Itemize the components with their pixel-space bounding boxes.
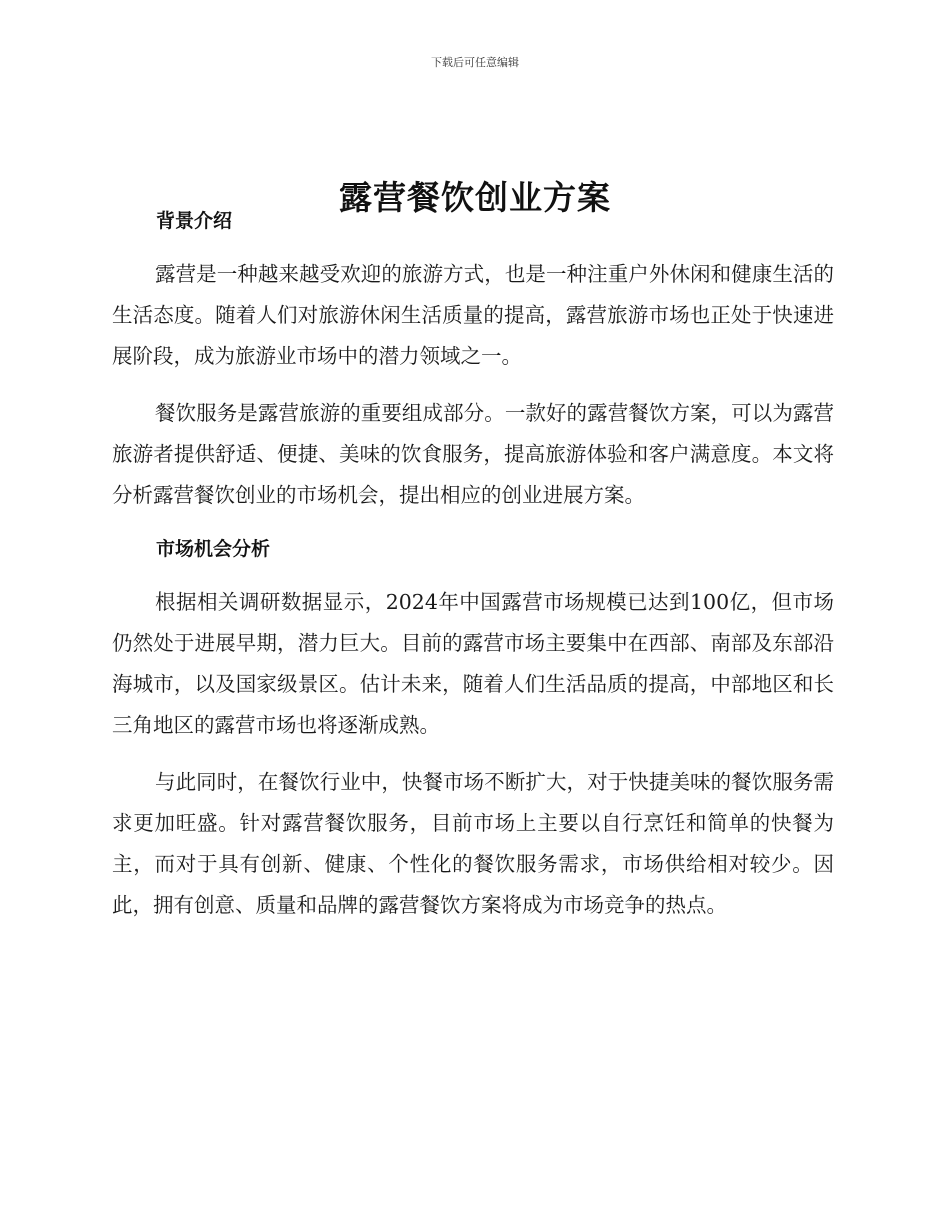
section-heading-market-analysis: 市场机会分析 — [156, 538, 271, 560]
paragraph-market-2: 与此同时，在餐饮行业中，快餐市场不断扩大，对于快捷美味的餐饮服务需求更加旺盛。针对露营餐饮服务，目前市场上主要以自行烹饪和简单的快餐为主，而对于具有创新、健康、个性化的餐饮服务需求，市场供给相对较少。因此，拥有创意、质量和品牌的露营餐饮方案将成为市场竞争的热点。 — [112, 770, 834, 917]
paragraph-background-1: 露营是一种越来越受欢迎的旅游方式，也是一种注重户外休闲和健康生活的生活态度。随着人们对旅游休闲生活质量的提高，露营旅游市场也正处于快速进展阶段，成为旅游业市场中的潜力领域之一。 — [112, 262, 834, 368]
paragraph-market-1: 根据相关调研数据显示，2024年中国露营市场规模已达到100亿，但市场仍然处于进展早期，潜力巨大。目前的露营市场主要集中在西部、南部及东部沿海城市，以及国家级景区。估计未来，随着人们生活品质的提高，中部地区和长三角地区的露营市场也将逐渐成熟。 — [112, 590, 834, 737]
section-heading-background: 背景介绍 — [156, 210, 233, 232]
document-title: 露营餐饮创业方案 — [339, 178, 611, 218]
paragraph-background-2: 餐饮服务是露营旅游的重要组成部分。一款好的露营餐饮方案，可以为露营旅游者提供舒适、便捷、美味的饮食服务，提高旅游体验和客户满意度。本文将分析露营餐饮创业的市场机会，提出相应的创业进展方案。 — [112, 401, 834, 507]
document-body — [112, 202, 834, 926]
header-note: 下载后可任意编辑 — [431, 56, 519, 69]
